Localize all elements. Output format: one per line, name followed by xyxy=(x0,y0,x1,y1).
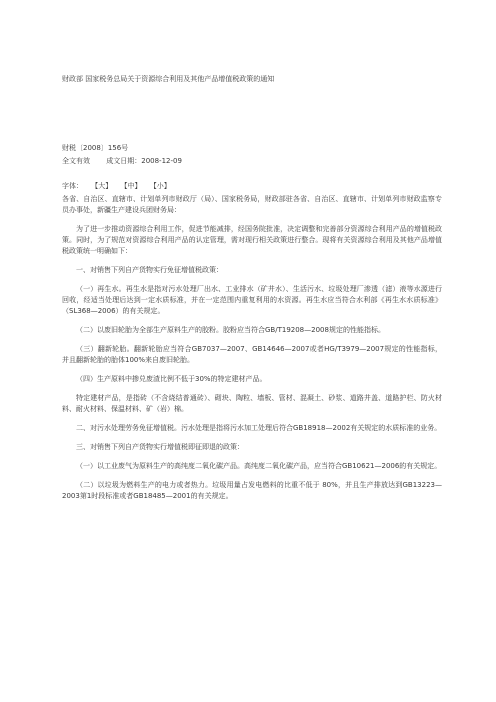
body-paragraph: （三）翻新轮胎。翻新轮胎应当符合GB7037—2007、GB14646—2007或者HG/T3979—2007规定的性能指标，并且翻新轮胎的胎体100%来自废旧轮胎。 xyxy=(62,345,442,364)
document-title: 财政部 国家税务总局关于资源综合利用及其他产品增值税政策的通知 xyxy=(62,75,275,83)
font-size-label: 字体： xyxy=(62,182,83,190)
font-size-medium-link[interactable]: 【中】 xyxy=(120,182,142,190)
document-meta xyxy=(62,156,182,167)
validity-status: 全文有效 xyxy=(62,157,90,165)
document-body xyxy=(62,194,442,510)
font-size-large-link[interactable]: 【大】 xyxy=(91,182,113,190)
section-heading: 三、对销售下列自产货物实行增值税即征即退的政策： xyxy=(76,443,244,451)
addressee-paragraph: 各省、自治区、直辖市、计划单列市财政厅（局）、国家税务局，财政部驻各省、自治区、直辖市、计划单列市财政监察专员办事处，新疆生产建设兵团财务局： xyxy=(62,195,442,214)
document-number: 财税〔2008〕156号 xyxy=(62,144,129,152)
body-paragraph: （四）生产原料中掺兑废渣比例不低于30%的特定建材产品。 xyxy=(76,375,267,383)
issue-date: 成文日期：2008-12-09 xyxy=(106,157,182,165)
body-paragraph: 特定建材产品，是指砖（不含烧结普通砖）、砌块、陶粒、墙板、管材、混凝土、砂浆、道路井盖、道路护栏、防火材料、耐火材料、保温材料、矿（岩）棉。 xyxy=(62,394,442,413)
body-paragraph: （一）再生水。再生水是指对污水处理厂出水、工业排水（矿井水）、生活污水、垃圾处理厂渗透（滤）液等水源进行回收，经适当处理后达到一定水质标准，并在一定范围内重复利用的水资源。再生水应当符合水利部《再生水水质标准》（SL368—2006）的有关规定。 xyxy=(62,285,442,315)
body-paragraph: （二）以垃圾为燃料生产的电力或者热力。垃圾用量占发电燃料的比重不低于 80%，并且生产排放达到GB13223—2003第1时段标准或者GB18485—2001的有关规定。 xyxy=(62,481,442,500)
body-paragraph: （二）以废旧轮胎为全部生产原料生产的胶粉。胶粉应当符合GB/T19208—2008规定的性能指标。 xyxy=(76,326,385,334)
font-size-controls xyxy=(62,181,171,192)
section-heading: 二、对污水处理劳务免征增值税。污水处理是指将污水加工处理后符合GB18918—2002有关规定的水质标准的业务。 xyxy=(76,424,442,432)
body-paragraph: 为了进一步推动资源综合利用工作，促进节能减排，经国务院批准，决定调整和完善部分资源综合利用产品的增值税政策。同时，为了规范对资源综合利用产品的认定管理，需对现行相关政策进行整合。现将有关资源综合利用及其他产品增值税政策统一明确如下： xyxy=(62,225,442,255)
font-size-small-link[interactable]: 【小】 xyxy=(149,182,171,190)
body-paragraph: （一）以工业废气为原料生产的高纯度二氧化碳产品。高纯度二氧化碳产品，应当符合GB10621—2006的有关规定。 xyxy=(76,462,442,470)
section-heading: 一、对销售下列自产货物实行免征增值税政策： xyxy=(76,266,223,274)
